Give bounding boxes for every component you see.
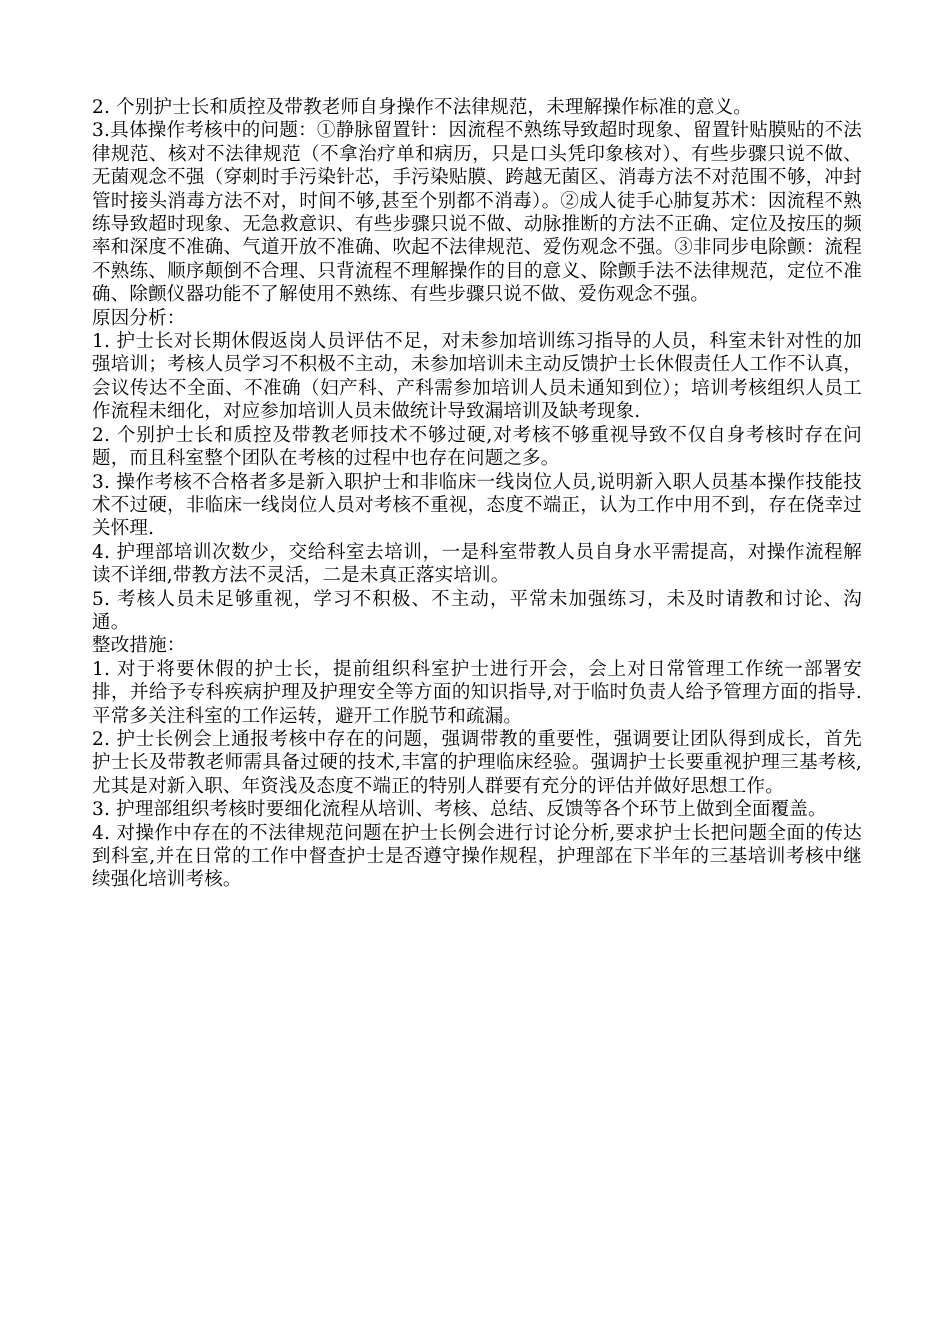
heading-cause-analysis: 原因分析： (92, 307, 186, 329)
paragraph-cause-3: 3. 操作考核不合格者多是新入职护士和非临床一线岗位人员,说明新入职人员基本操作技能技术不过硬，非临床一线岗位人员对考核不重视，态度不端正，认为工作中用不到，存在侥幸过关怀理. (92, 471, 862, 540)
paragraph-cause-4: 4. 护理部培训次数少，交给科室去培训，一是科室带教人员自身水平需提高，对操作流程解读不详细,带教方法不灵活，二是未真正落实培训。 (92, 541, 862, 587)
paragraph-cause-1: 1. 护士长对长期休假返岗人员评估不足，对未参加培训练习指导的人员，科室未针对性的加强培训；考核人员学习不积极不主动，未参加培训未主动反馈护士长休假责任人工作不认真，会议传达不全面、不准确（妇产科、产科需参加培训人员未通知到位）；培训考核组织人员工作流程未细化，对应参加培训人员未做统计导致漏培训及缺考现象. (92, 331, 862, 423)
paragraph-measure-3: 3. 护理部组织考核时要细化流程从培训、考核、总结、反馈等各个环节上做到全面覆盖。 (92, 799, 827, 821)
paragraph-measure-4: 4. 对操作中存在的不法律规范问题在护士长例会进行讨论分析,要求护士长把问题全面的传达到科室,并在日常的工作中督查护士是否遵守操作规程，护理部在下半年的三基培训考核中继续强化培训考核。 (92, 822, 862, 891)
paragraph-cause-5: 5. 考核人员未足够重视，学习不积极、不主动，平常未加强练习，未及时请教和讨论、沟通。 (92, 588, 862, 633)
paragraph-cause-2: 2. 个别护士长和质控及带教老师技术不够过硬,对考核不够重视导致不仅自身考核时存在问题，而且科室整个团队在考核的过程中也存在问题之多。 (92, 424, 862, 470)
heading-rectification-measures: 整改措施： (92, 635, 186, 657)
paragraph-measure-1: 1. 对于将要休假的护士长，提前组织科室护士进行开会，会上对日常管理工作统一部署安排，并给予专科疾病护理及护理安全等方面的知识指导,对于临时负责人给予管理方面的指导.平常多关注科室的工作运转，避开工作脱节和疏漏。 (92, 658, 862, 727)
paragraph-issue-3: 3.具体操作考核中的问题：①静脉留置针：因流程不熟练导致超时现象、留置针贴膜贴的不法律规范、核对不法律规范（不拿治疗单和病历，只是口头凭印象核对）、有些步骤只说不做、无菌观念不强（穿刺时手污染针芯，手污染贴膜、跨越无菌区、消毒方法不对范围不够，冲封管时接头消毒方法不对，时间不够,甚至个别都不消毒）。②成人徒手心肺复苏术：因流程不熟练导致超时现象、无急救意识、有些步骤只说不做、动脉推断的方法不正确、定位及按压的频率和深度不准确、气道开放不准确、吹起不法律规范、爱伤观念不强。③非同步电除颤：流程不熟练、顺序颠倒不合理、只背流程不理解操作的目的意义、除颤手法不法律规范，定位不准确、除颤仪器功能不了解使用不熟练、有些步骤只说不做、爱伤观念不强。 (92, 120, 862, 306)
paragraph-measure-2: 2. 护士长例会上通报考核中存在的问题，强调带教的重要性，强调要让团队得到成长，首先护士长及带教老师需具备过硬的技术,丰富的护理临床经验。强调护士长要重视护理三基考核,尤其是对新入职、年资浅及态度不端正的特别人群要有充分的评估并做好思想工作。 (92, 728, 862, 797)
document-body (92, 96, 862, 892)
paragraph-issue-2: 2. 个别护士长和质控及带教老师自身操作不法律规范，未理解操作标准的意义。 (92, 97, 752, 118)
